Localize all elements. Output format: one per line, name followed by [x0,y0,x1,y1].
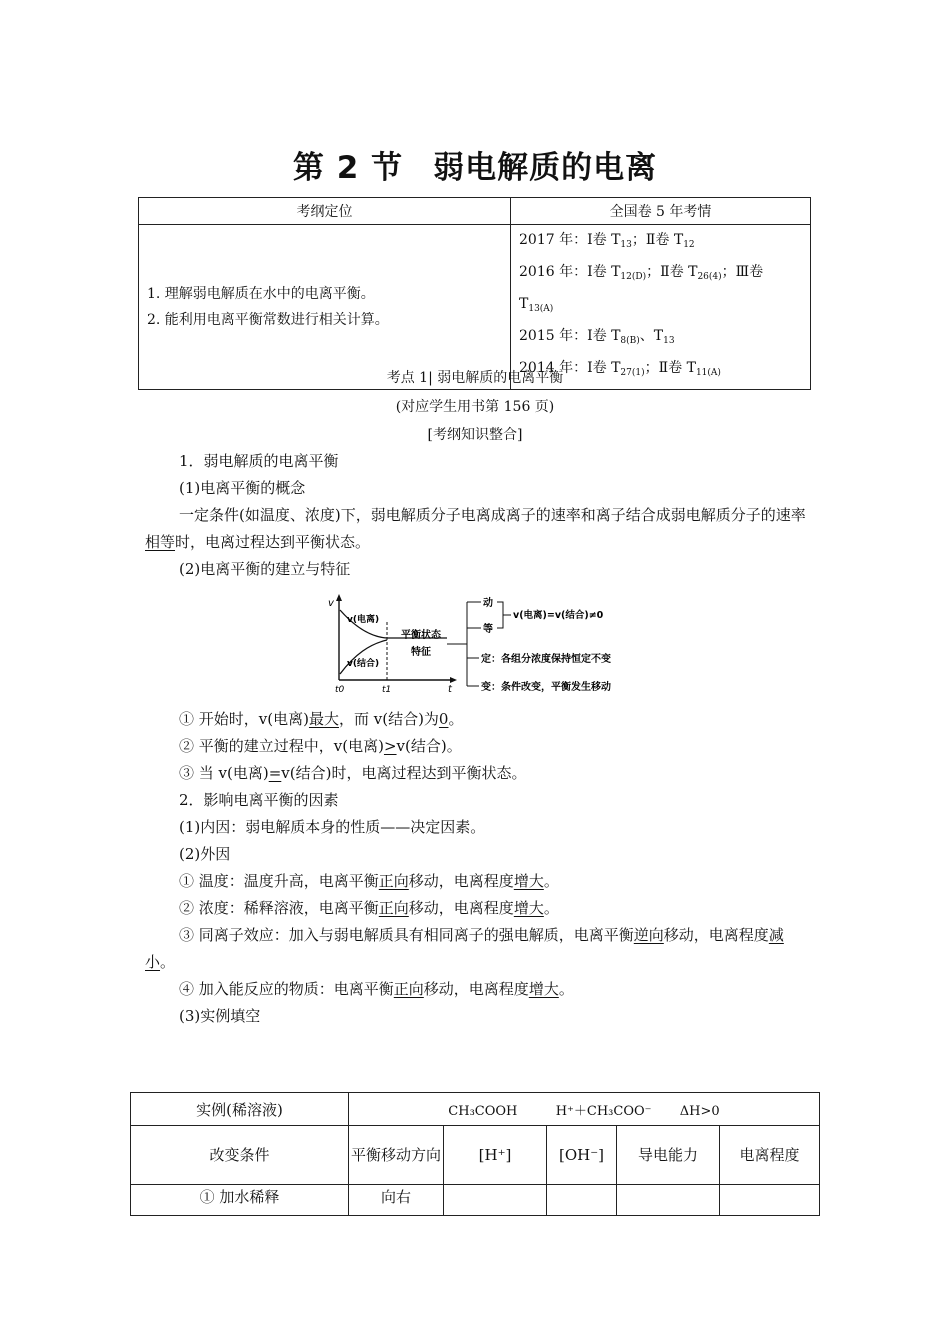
feature-dong: 动 [483,598,493,609]
subheading: 1．弱电解质的电离平衡 [179,452,339,470]
t0-label: t0 [335,685,345,695]
factor-common-ion: ③ 同离子效应：加入与弱电解质具有相同离子的强电解质，电离平衡逆向移动，电离程度减小。 [145,926,784,971]
objective-item: 2. 能利用电离平衡常数进行相关计算。 [147,312,389,328]
subheading: 2．影响电离平衡的因素 [179,791,339,809]
t-axis-label: t [448,684,452,695]
exam-year-2015: 2015 年：Ⅰ卷 $T_{8(B)}$、$T_{13}$ [519,328,675,346]
section-number: 第 2 节 [292,150,404,186]
exam-year-2017: 2017 年：Ⅰ卷 $T_{13}$；Ⅱ卷 $T_{12}$ [519,232,695,250]
header-oh-concentration: [OH⁻] [547,1126,617,1185]
row-ionization-degree [720,1185,820,1216]
example-label: 实例(稀溶液) [131,1093,349,1126]
header-condition: 改变条件 [131,1126,349,1185]
header-shift-direction: 平衡移动方向 [349,1126,444,1185]
col-header-outline: 考纲定位 [139,198,511,225]
ionization-equation: CH₃COOH H⁺＋CH₃COO⁻ ΔH>0 [349,1093,820,1126]
v-axis-label: v [328,598,334,609]
factor-temperature: ① 温度：温度升高，电离平衡正向移动，电离程度增大。 [179,872,559,890]
section-title: 弱电解质的电离 [433,150,658,186]
feature-label: 特征 [411,647,431,658]
definition-paragraph: 一定条件(如温度、浓度)下，弱电解质分子电离成离子的速率和离子结合成弱电解质分子的速率相等时，电离过程达到平衡状态。 [145,506,806,551]
feature-deng: 等 [483,624,493,635]
row-shift-direction: 向右 [349,1185,444,1216]
row-h-concentration [444,1185,547,1216]
header-ionization-degree: 电离程度 [720,1126,820,1185]
row-oh-concentration [547,1185,617,1216]
t1-label: t1 [382,685,392,695]
exam-info-table [138,197,811,390]
col-header-exams: 全国卷 5 年考情 [511,198,811,225]
objectives-cell [139,225,511,390]
factor-concentration: ② 浓度：稀释溶液，电离平衡正向移动，电离程度增大。 [179,899,559,917]
point-2: ② 平衡的建立过程中，v(电离)>v(结合)。 [179,737,462,755]
topic-heading: 考点 1| 弱电解质的电离平衡 [386,370,564,386]
row-condition: ① 加水稀释 [131,1185,349,1216]
feature-deng-text: v(电离)=v(结合)≠0 [513,610,604,621]
factor-reactant: ④ 加入能反应的物质：电离平衡正向移动，电离程度增大。 [179,980,574,998]
body-text-main [145,706,810,1030]
subheading: (2)外因 [179,845,231,863]
equilibrium-state-label: 平衡状态 [401,630,441,641]
feature-ding: 定：各组分浓度保持恒定不变 [481,654,611,665]
point-1: ① 开始时，v(电离)最大，而 v(结合)为0。 [179,710,464,728]
subheading: (1)电离平衡的概念 [179,479,306,497]
equilibrium-diagram [325,592,655,697]
internal-factor: (1)内因：弱电解质本身的性质——决定因素。 [179,818,486,836]
objective-item: 1. 理解弱电解质在水中的电离平衡。 [147,286,375,302]
row-conductivity [617,1185,720,1216]
page-title [0,142,950,187]
exam-history-cell [511,225,811,390]
curve-label-ionize: v(电离) [347,615,380,625]
exam-year-2014: 2014 年：Ⅰ卷 $T_{27(1)}$；Ⅱ卷 $T_{11(A)}$ [519,360,721,378]
knowledge-heading: [考纲知识整合] [427,427,523,443]
curve-label-combine: v(结合) [347,659,380,669]
point-3: ③ 当 v(电离)=v(结合)时，电离过程达到平衡状态。 [179,764,527,782]
feature-bian: 变：条件改变，平衡发生移动 [481,682,611,693]
header-conductivity: 导电能力 [617,1126,720,1185]
exam-year-2016: 2016 年：Ⅰ卷 $T_{12(D)}$；Ⅱ卷 $T_{26(4)}$；Ⅲ卷 $T_{13(A)}$ [519,264,764,314]
page-reference: (对应学生用书第 156 页) [395,399,555,415]
example-table [130,1092,820,1216]
body-text-top [145,448,810,583]
header-h-concentration: [H⁺] [444,1126,547,1185]
subheading: (2)电离平衡的建立与特征 [179,560,351,578]
subheading: (3)实例填空 [179,1007,261,1025]
